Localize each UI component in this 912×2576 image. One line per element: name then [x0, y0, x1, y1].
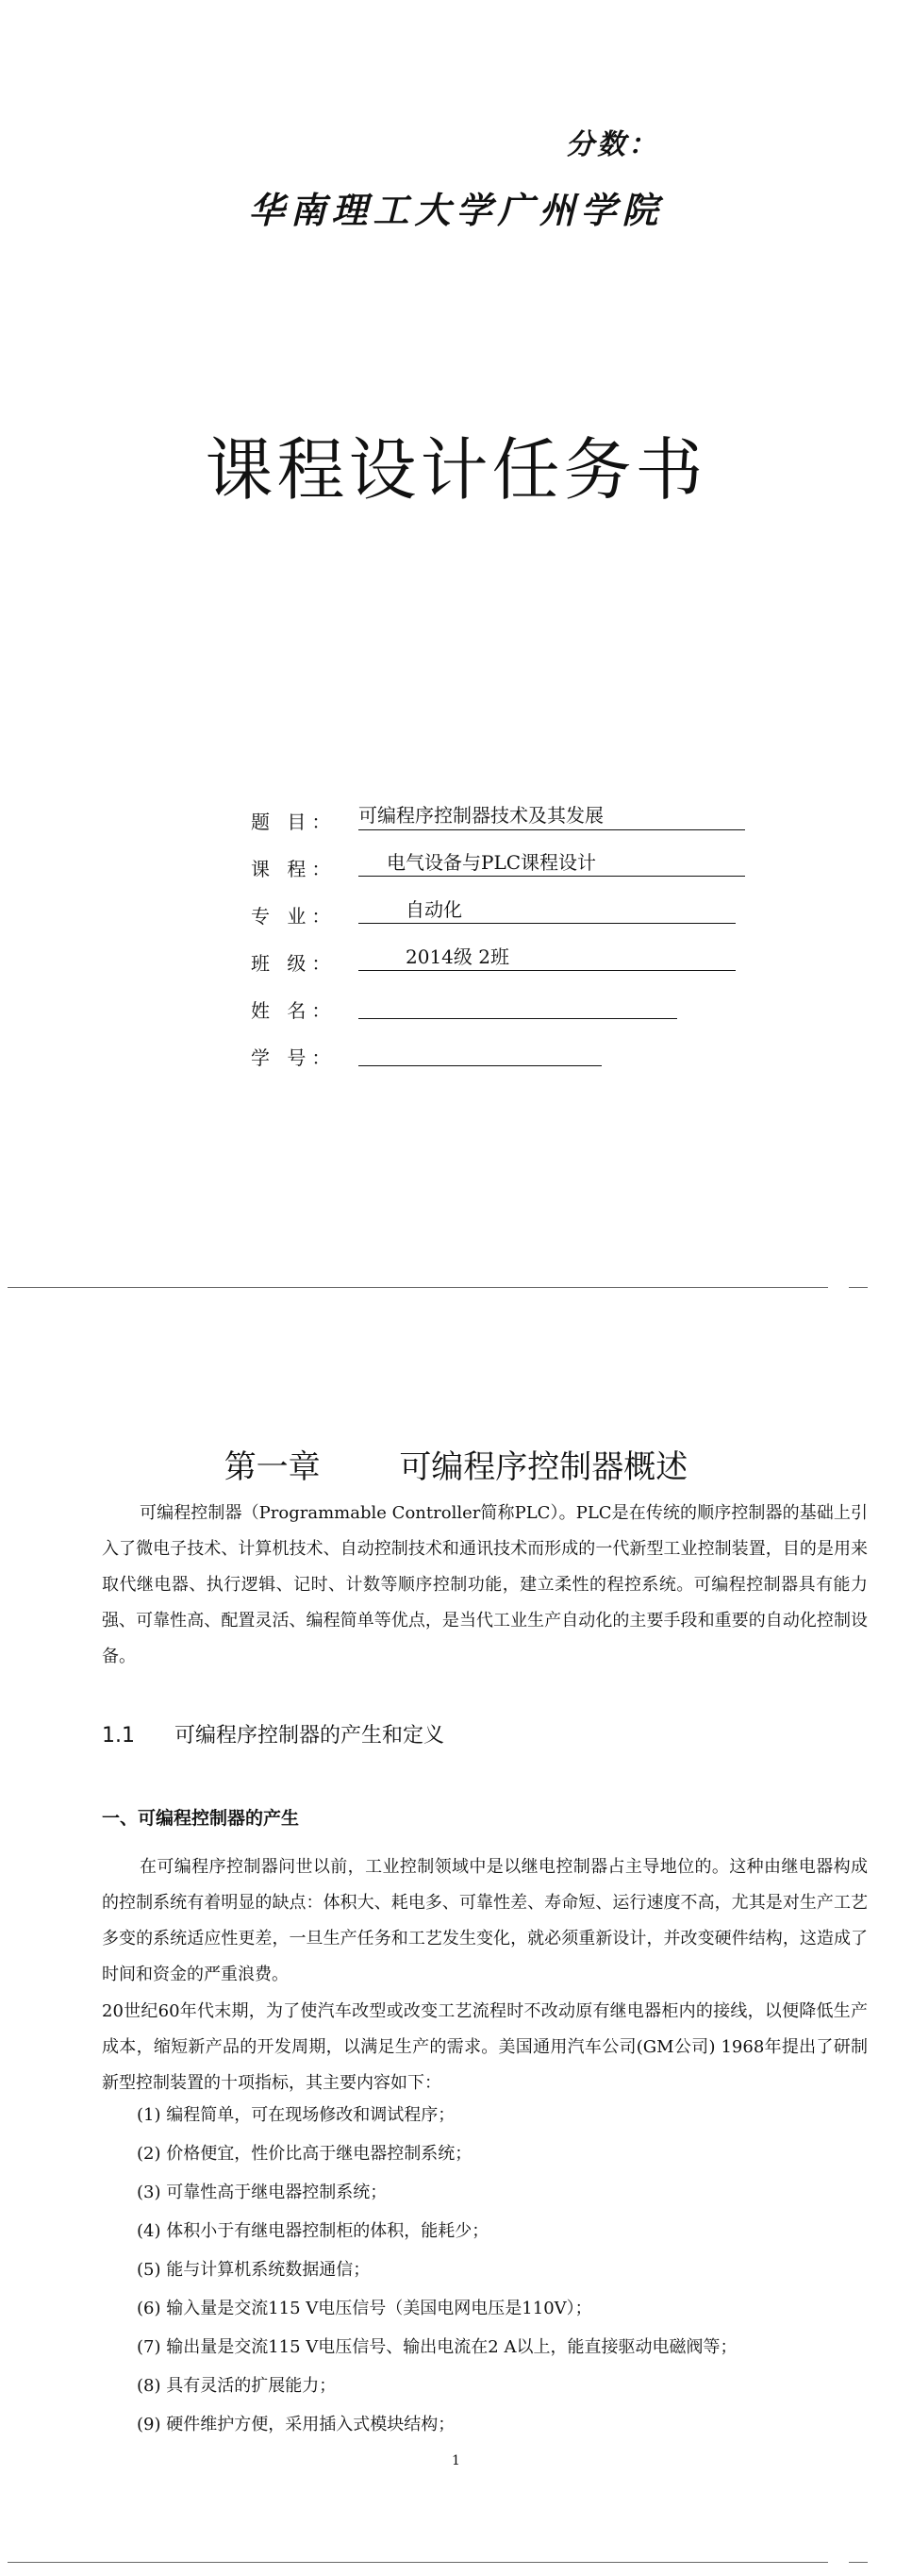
list-item: (7) 输出量是交流115 V电压信号、输出电流在2 A以上，能直接驱动电磁阀等； [137, 2337, 738, 2357]
field-value-course: 电气设备与PLC课程设计 [358, 850, 745, 877]
section-heading [102, 1719, 444, 1748]
page-separator-bottom-tail [849, 2562, 868, 2563]
list-item: (8) 具有灵活的扩展能力； [137, 2376, 337, 2396]
field-label-name: 姓 名： [251, 999, 337, 1022]
list-item: (1) 编程简单，可在现场修改和调试程序； [137, 2105, 456, 2125]
field-label-course: 课 程： [251, 858, 337, 880]
field-label-topic: 题 目： [251, 811, 337, 833]
field-label-class: 班 级： [251, 952, 337, 975]
field-value-name [358, 992, 677, 1019]
list-item: (9) 硬件维护方便，采用插入式模块结构； [137, 2415, 456, 2434]
list-item: (4) 体积小于有继电器控制柜的体积，能耗少； [137, 2221, 489, 2241]
list-item: (6) 输入量是交流115 V电压信号（美国电网电压是110V）； [137, 2299, 592, 2318]
paragraph-gm: 20世纪60年代末期，为了使汽车改型或改变工艺流程时不改动原有继电器柜内的接线，以便降低生产成本，缩短新产品的开发周期，以满足生产的需求。美国通用汽车公司(GM公司) 1968年提出了研制新型控制装置的十项指标，其主要内容如下： [102, 2001, 868, 2093]
list-item: (5) 能与计算机系统数据通信； [137, 2260, 371, 2280]
page-separator-bottom [8, 2562, 828, 2563]
section-number: 1.1 [102, 1724, 135, 1748]
field-value-student-id [358, 1039, 602, 1066]
document-title: 课程设计任务书 [205, 430, 707, 510]
chapter-number: 第一章 [224, 1448, 321, 1486]
subsection-heading: 一、可编程控制器的产生 [102, 1808, 300, 1829]
page-number: 1 [452, 2453, 460, 2468]
school-name: 华南理工大学广州学院 [248, 189, 664, 231]
field-value-class: 2014级 2班 [358, 945, 736, 971]
page-separator-tail [849, 1287, 868, 1288]
field-value-major: 自动化 [358, 897, 736, 924]
page-separator [8, 1287, 828, 1288]
list-item: (3) 可靠性高于继电器控制系统； [137, 2183, 388, 2202]
list-item: (2) 价格便宜，性价比高于继电器控制系统； [137, 2144, 473, 2164]
chapter-title: 可编程序控制器概述 [399, 1448, 688, 1486]
section-title: 可编程序控制器的产生和定义 [174, 1724, 445, 1748]
score-label: 分数： [566, 128, 659, 161]
chapter-heading [0, 1441, 912, 1487]
field-label-major: 专 业： [251, 905, 337, 928]
paragraph-history: 在可编程序控制器问世以前，工业控制领域中是以继电控制器占主导地位的。这种由继电器构成的控制系统有着明显的缺点：体积大、耗电多、可靠性差、寿命短、运行速度不高，尤其是对生产工艺多变的系统适应性更差，一旦生产任务和工艺发生变化，就必须重新设计，并改变硬件结构，这造成了时间和资金的严重浪费。 [102, 1857, 868, 1984]
field-value-topic: 可编程序控制器技术及其发展 [358, 803, 745, 830]
field-label-student-id: 学 号： [251, 1046, 337, 1069]
intro-paragraph: 可编程控制器（Programmable Controller简称PLC）。PLC是在传统的顺序控制器的基础上引入了微电子技术、计算机技术、自动控制技术和通讯技术而形成的一代新型工业控制装置，目的是用来取代继电器、执行逻辑、记时、计数等顺序控制功能，建立柔性的程控系统。可编程控制器具有能力强、可靠性高、配置灵活、编程简单等优点，是当代工业生产自动化的主要手段和重要的自动化控制设备。 [102, 1503, 868, 1666]
